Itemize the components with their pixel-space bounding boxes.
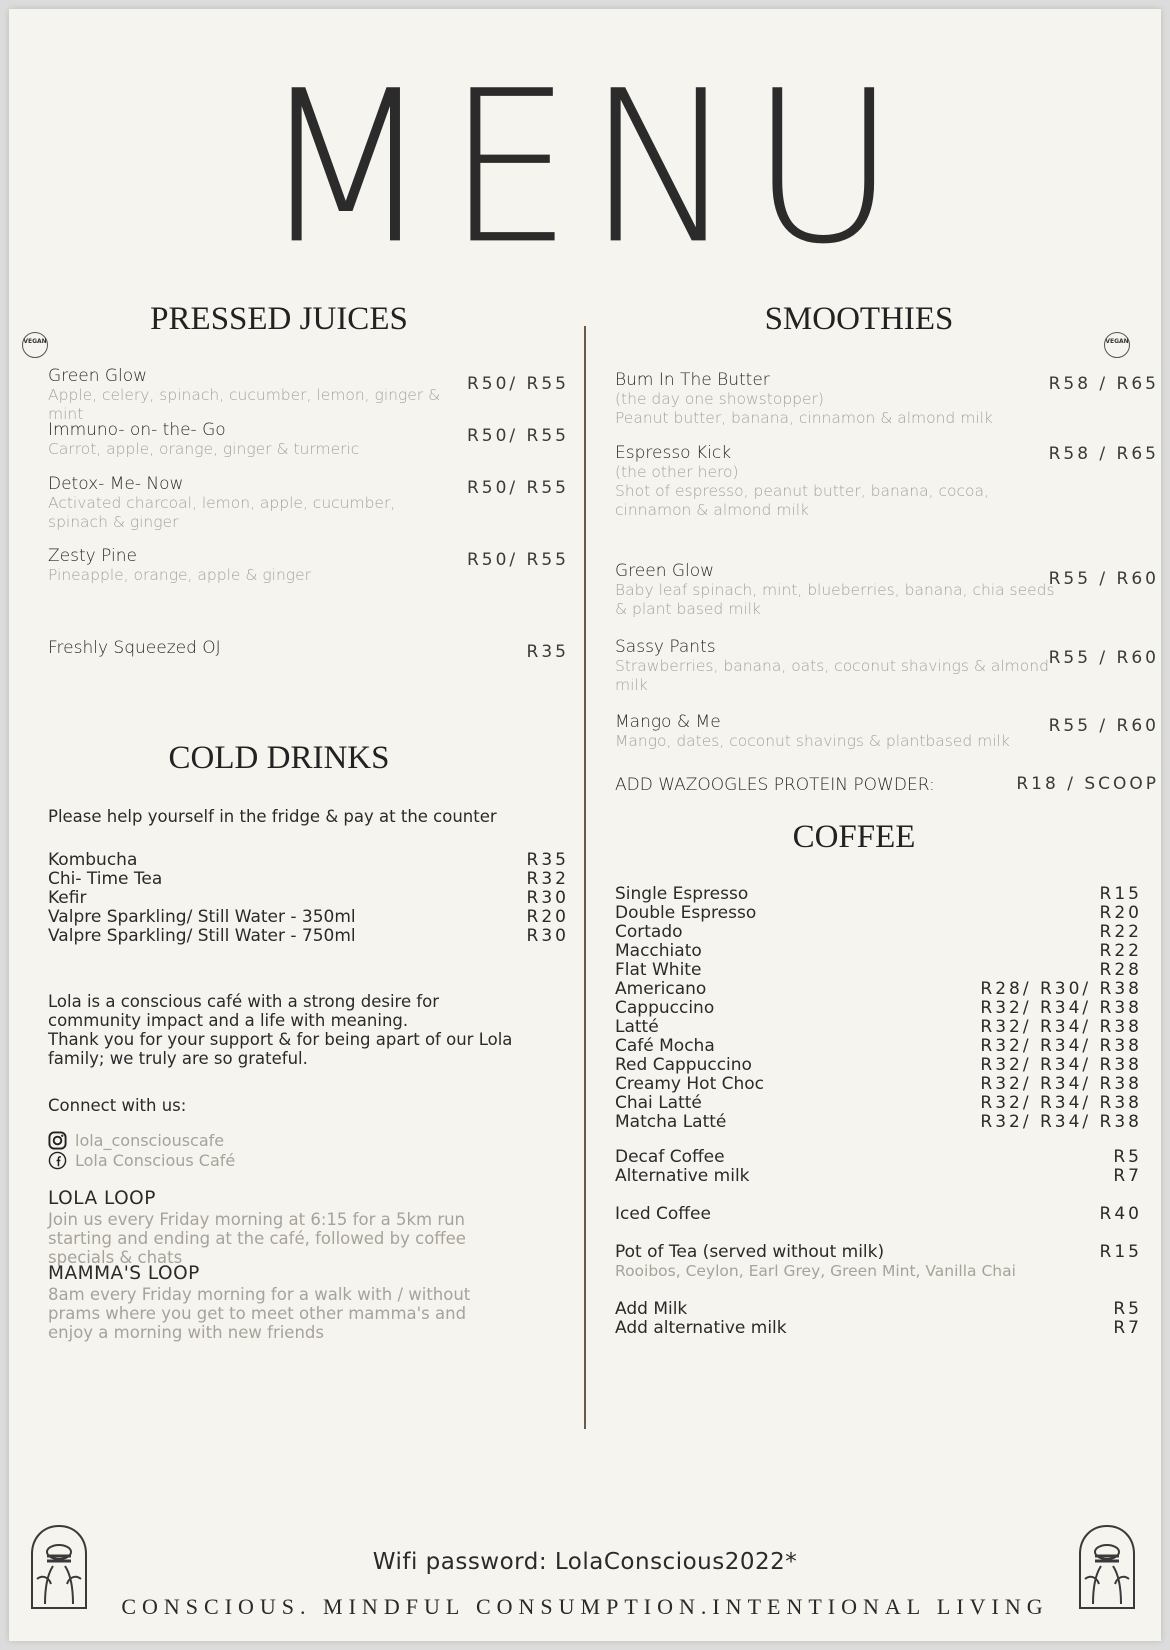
mammas-loop-text: 8am every Friday morning for a walk with / without prams where you get to meet other mamma's and enjoy a morning with new friends: [48, 1285, 471, 1342]
instagram-handle: lola_consciouscafe: [75, 1131, 225, 1150]
juice-price: R50/ R55: [466, 478, 569, 498]
milk-price: R7: [1113, 1318, 1142, 1338]
lola-loop-text: Join us every Friday morning at 6:15 for a 5km run starting and ending at the café, followed by coffee specials & chats: [48, 1210, 466, 1267]
cold-drinks-note: Please help yourself in the fridge & pay at the counter: [48, 807, 497, 826]
drink-name: Valpre Sparkling/ Still Water - 750ml: [48, 926, 356, 946]
coffee-name: Chai Latté: [615, 1093, 702, 1113]
coffee-heading: COFFEE: [792, 819, 916, 855]
smoothie-desc: Strawberries, banana, oats, coconut shavings & almond milk: [615, 657, 1049, 694]
list-item: [615, 1243, 1142, 1262]
protein-addon-price: R18 / SCOOP: [1016, 774, 1159, 794]
juice-desc: Pineapple, orange, apple & ginger: [48, 566, 312, 584]
list-item: [48, 870, 569, 889]
drink-name: Kefir: [48, 888, 87, 908]
smoothie-sub: (the day one showstopper): [615, 390, 824, 408]
smoothie-price: R55 / R60: [1048, 569, 1159, 589]
smoothie-name: Mango & Me: [615, 712, 721, 732]
coffee-price: R15: [1099, 884, 1142, 904]
cold-drinks-heading: COLD DRINKS: [168, 740, 390, 776]
coffee-name: Latté: [615, 1017, 659, 1037]
juice-price: R50/ R55: [466, 374, 569, 394]
mammas-loop-heading: MAMMA'S LOOP: [48, 1263, 200, 1284]
juice-item: [48, 546, 458, 585]
coffee-list: [615, 885, 1142, 1132]
juice-desc: Activated charcoal, lemon, apple, cucumber, spinach & ginger: [48, 494, 396, 531]
list-item: [48, 851, 569, 870]
smoothie-name: Espresso Kick: [615, 443, 732, 463]
cold-drinks-list: [48, 851, 569, 946]
smoothie-desc: Peanut butter, banana, cinnamon & almond milk: [615, 409, 993, 427]
drink-price: R35: [526, 850, 569, 870]
smoothie-desc: Baby leaf spinach, mint, blueberries, banana, chia seeds & plant based milk: [615, 581, 1055, 618]
list-item: [615, 923, 1142, 942]
coffee-price: R28: [1099, 960, 1142, 980]
drink-name: Chi- Time Tea: [48, 869, 163, 889]
about-text-2: Thank you for your support & for being apart of our Lola family; we truly are so grateful.: [48, 1030, 513, 1068]
drink-price: R20: [526, 907, 569, 927]
extra-name: Decaf Coffee: [615, 1147, 725, 1167]
smoothie-name: Green Glow: [615, 561, 715, 581]
milk-list: [615, 1300, 1142, 1338]
list-item: [48, 908, 569, 927]
drink-price: R32: [526, 869, 569, 889]
list-item: [615, 942, 1142, 961]
coffee-name: Matcha Latté: [615, 1112, 727, 1132]
smoothie-price: R58 / R65: [1048, 444, 1159, 464]
tea-desc: Rooibos, Ceylon, Earl Grey, Green Mint, Vanilla Chai: [615, 1262, 1016, 1280]
coffee-extras-list: [615, 1148, 1142, 1186]
smoothie-desc: Mango, dates, coconut shavings & plantbased milk: [615, 732, 1010, 750]
juice-name: Detox- Me- Now: [48, 474, 184, 494]
about-text-1: Lola is a conscious café with a strong desire for community impact and a life with meaning.: [48, 992, 440, 1030]
drink-price: R30: [526, 926, 569, 946]
tea-name: Pot of Tea (served without milk): [615, 1242, 885, 1262]
protein-addon-label: ADD WAZOOGLES PROTEIN POWDER:: [615, 775, 935, 795]
coffee-name: Cortado: [615, 922, 683, 942]
juice-name: Zesty Pine: [48, 546, 137, 566]
juice-price: R35: [526, 642, 569, 662]
facebook-link[interactable]: [48, 1151, 235, 1170]
list-item: [615, 1056, 1142, 1075]
juice-item: [48, 638, 458, 658]
juice-item: [48, 366, 458, 424]
juice-name: Immuno- on- the- Go: [48, 420, 226, 440]
list-item: [615, 980, 1142, 999]
coffee-price: R32/ R34/ R38: [980, 1093, 1142, 1113]
page-title: MENU: [259, 46, 911, 291]
juice-item: [48, 474, 458, 532]
coffee-name: Creamy Hot Choc: [615, 1074, 765, 1094]
extra-price: R7: [1113, 1166, 1142, 1186]
coffee-name: Cappuccino: [615, 998, 715, 1018]
pressed-juices-heading: PRESSED JUICES: [150, 301, 408, 337]
list-item: [615, 999, 1142, 1018]
coffee-price: R32/ R34/ R38: [980, 1055, 1142, 1075]
extra-name: Alternative milk: [615, 1166, 750, 1186]
list-item: [615, 1037, 1142, 1056]
coffee-price: R32/ R34/ R38: [980, 1036, 1142, 1056]
coffee-price: R22: [1099, 941, 1142, 961]
tagline: CONSCIOUS. MINDFUL CONSUMPTION.INTENTIONAL LIVING: [121, 1594, 1049, 1619]
instagram-icon: [48, 1131, 67, 1150]
list-item: [615, 1205, 1142, 1224]
tea-price: R15: [1099, 1242, 1142, 1262]
juice-item: [48, 420, 458, 459]
drink-name: Valpre Sparkling/ Still Water - 350ml: [48, 907, 356, 927]
coffee-price: R32/ R34/ R38: [980, 1112, 1142, 1132]
iced-coffee-price: R40: [1099, 1204, 1142, 1224]
milk-name: Add Milk: [615, 1299, 688, 1319]
list-item: [615, 1148, 1142, 1167]
list-item: [48, 927, 569, 946]
juice-price: R50/ R55: [466, 426, 569, 446]
coffee-price: R32/ R34/ R38: [980, 1017, 1142, 1037]
coffee-name: Red Cappuccino: [615, 1055, 752, 1075]
list-item: [615, 961, 1142, 980]
smoothies-heading: SMOOTHIES: [764, 301, 954, 337]
column-divider: [584, 326, 586, 1429]
smoothie-name: Sassy Pants: [615, 637, 716, 657]
connect-label: Connect with us:: [48, 1096, 187, 1115]
vegan-badge-icon: VEGAN: [1104, 332, 1130, 358]
list-item: [615, 904, 1142, 923]
milk-name: Add alternative milk: [615, 1318, 787, 1338]
smoothie-desc: Shot of espresso, peanut butter, banana, cocoa, cinnamon & almond milk: [615, 482, 989, 519]
extra-price: R5: [1113, 1147, 1142, 1167]
list-item: [615, 1018, 1142, 1037]
coffee-name: Americano: [615, 979, 707, 999]
tea-row: [615, 1243, 1142, 1281]
juice-name: Green Glow: [48, 366, 148, 386]
coffee-price: R20: [1099, 903, 1142, 923]
iced-coffee-row: [615, 1205, 1142, 1224]
smoothie-name: Bum In The Butter: [615, 370, 770, 390]
list-item: [615, 885, 1142, 904]
list-item: [615, 1167, 1142, 1186]
smoothie-sub: (the other hero): [615, 463, 739, 481]
iced-coffee-name: Iced Coffee: [615, 1204, 711, 1224]
juice-desc: Carrot, apple, orange, ginger & turmeric: [48, 440, 360, 458]
juice-desc: Apple, celery, spinach, cucumber, lemon, ginger & mint: [48, 386, 441, 423]
juice-name: Freshly Squeezed OJ: [48, 638, 221, 658]
list-item: [615, 1300, 1142, 1319]
juice-price: R50/ R55: [466, 550, 569, 570]
coffee-name: Café Mocha: [615, 1036, 715, 1056]
vegan-badge-icon: VEGAN: [22, 332, 48, 358]
coffee-price: R32/ R34/ R38: [980, 1074, 1142, 1094]
smoothie-price: R58 / R65: [1048, 374, 1159, 394]
smoothie-price: R55 / R60: [1048, 716, 1159, 736]
list-item: [48, 889, 569, 908]
facebook-page: Lola Conscious Café: [75, 1151, 236, 1170]
instagram-link[interactable]: [48, 1131, 224, 1150]
coffee-price: R22: [1099, 922, 1142, 942]
milk-price: R5: [1113, 1299, 1142, 1319]
coffee-name: Single Espresso: [615, 884, 749, 904]
facebook-icon: [48, 1151, 67, 1170]
coffee-name: Double Espresso: [615, 903, 757, 923]
list-item: [615, 1319, 1142, 1338]
menu-page: [9, 9, 1161, 1641]
coffee-name: Macchiato: [615, 941, 702, 961]
drink-name: Kombucha: [48, 850, 138, 870]
list-item: [615, 1113, 1142, 1132]
list-item: [615, 1075, 1142, 1094]
drink-price: R30: [526, 888, 569, 908]
coffee-name: Flat White: [615, 960, 702, 980]
coffee-price: R28/ R30/ R38: [980, 979, 1142, 999]
list-item: [615, 1094, 1142, 1113]
coffee-price: R32/ R34/ R38: [980, 998, 1142, 1018]
wifi-password: Wifi password: LolaConscious2022*: [372, 1549, 798, 1575]
smoothie-price: R55 / R60: [1048, 648, 1159, 668]
lola-loop-heading: LOLA LOOP: [48, 1188, 156, 1209]
